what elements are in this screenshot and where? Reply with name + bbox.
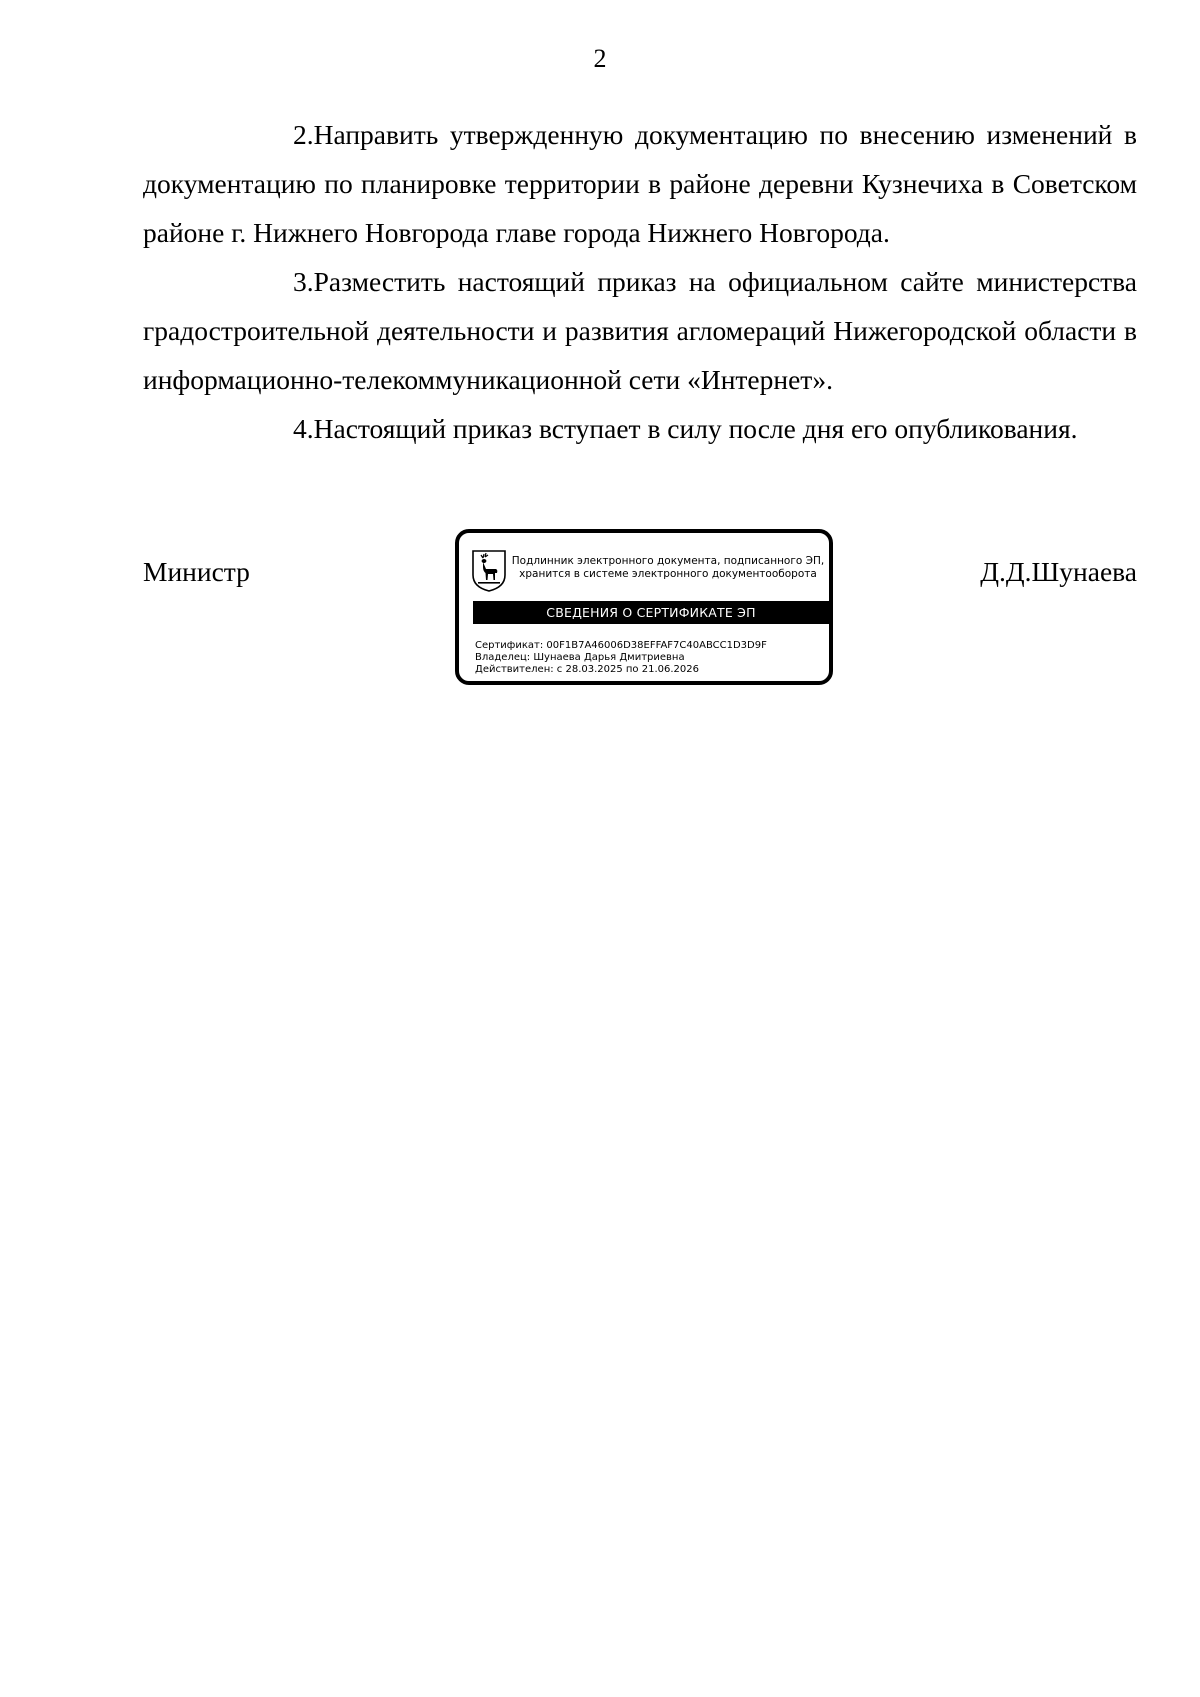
paragraph-number: 4. (293, 413, 314, 444)
paragraph-text: Разместить настоящий приказ на официальном сайте министерства градостроительной деятельности и развития агломераций Нижегородской области в информационно-телекоммуникационной сети «Интернет». (143, 266, 1137, 395)
paragraph-4 (143, 404, 1137, 453)
paragraph-number: 3. (293, 266, 314, 297)
paragraph-3 (143, 257, 1137, 404)
stamp-header (509, 555, 827, 581)
certificate-validity: Действителен: с 28.03.2025 по 21.06.2026 (475, 664, 699, 675)
signatory-name: Д.Д.Шунаева (980, 556, 1137, 587)
certificate-owner: Владелец: Шунаева Дарья Дмитриевна (475, 652, 685, 663)
stamp-details (475, 640, 825, 676)
signatory-position: Министр (143, 556, 250, 587)
certificate-number: Сертификат: 00F1B7A46006D38EFFAF7C40ABCC1D3D9F (475, 640, 767, 651)
page-number: 2 (593, 44, 607, 73)
stamp-header-line: хранится в системе электронного документооборота (519, 568, 817, 580)
paragraph-text: Направить утвержденную документацию по внесению изменений в документацию по планировке территории в районе деревни Кузнечиха в Советском районе г. Нижнего Новгорода главе города Нижнего Новгорода. (143, 119, 1137, 248)
paragraph-2 (143, 110, 1137, 257)
stamp-title-bar: СВЕДЕНИЯ О СЕРТИФИКАТЕ ЭП (473, 601, 829, 624)
document-body (143, 110, 1137, 453)
paragraph-number: 2. (293, 119, 314, 150)
stamp-header-line: Подлинник электронного документа, подписанного ЭП, (511, 555, 825, 567)
paragraph-text: Настоящий приказ вступает в силу после дня его опубликования. (313, 413, 1078, 444)
nizhny-novgorod-deer-emblem-icon (471, 549, 507, 593)
electronic-signature-stamp (455, 529, 833, 685)
